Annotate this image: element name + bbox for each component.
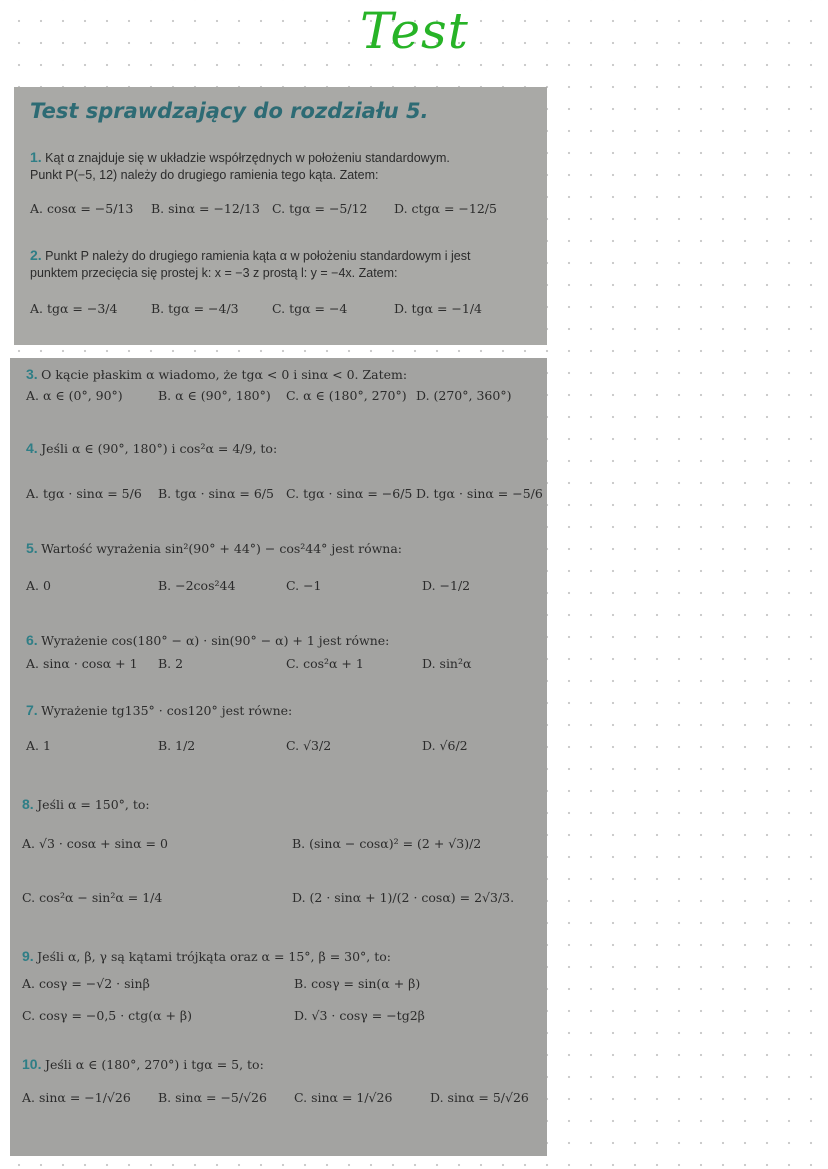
option-a: A. cosα = −5/13 <box>30 201 134 216</box>
textbook-photo-top <box>14 87 547 345</box>
option-c: C. α ∈ (180°, 270°) <box>286 388 407 403</box>
option-b: B. (sinα − cosα)² = (2 + √3)/2 <box>292 836 482 851</box>
question-text: Wyrażenie cos(180° − α) · sin(90° − α) + 1 jest równe: <box>41 633 390 648</box>
option-b: B. tgα · sinα = 6/5 <box>158 486 274 501</box>
question-text: Wyrażenie tg135° · cos120° jest równe: <box>41 703 293 718</box>
option-c: C. tgα = −5/12 <box>272 201 368 216</box>
option-c: C. √3/2 <box>286 738 332 753</box>
question-1 <box>30 149 540 184</box>
textbook-photo-bottom <box>10 358 547 1156</box>
question-text: Kąt α znajduje się w układzie współrzędnych w położeniu standardowym. <box>45 151 450 165</box>
option-c: C. tgα = −4 <box>272 301 348 316</box>
question-number: 5. <box>26 540 38 556</box>
option-b: B. −2cos²44 <box>158 578 236 593</box>
option-b: B. 1/2 <box>158 738 196 753</box>
question-4 <box>26 440 536 458</box>
option-d: D. sinα = 5/√26 <box>430 1090 529 1105</box>
option-b: B. tgα = −4/3 <box>151 301 239 316</box>
option-c: C. tgα · sinα = −6/5 <box>286 486 413 501</box>
option-a: A. tgα = −3/4 <box>30 301 118 316</box>
question-text: punktem przecięcia się prostej k: x = −3 z prostą l: y = −4x. Zatem: <box>30 266 398 280</box>
question-10 <box>22 1056 537 1074</box>
option-c: C. −1 <box>286 578 322 593</box>
question-text: Jeśli α ∈ (90°, 180°) i cos²α = 4/9, to: <box>41 441 278 456</box>
question-number: 8. <box>22 796 34 812</box>
option-b: B. sinα = −12/13 <box>151 201 260 216</box>
option-b: B. sinα = −5/√26 <box>158 1090 267 1105</box>
option-a: A. cosγ = −√2 · sinβ <box>22 976 150 991</box>
option-b: B. 2 <box>158 656 184 671</box>
question-2 <box>30 247 540 282</box>
question-5 <box>26 540 536 558</box>
question-text: Jeśli α = 150°, to: <box>37 797 150 812</box>
question-8 <box>22 796 532 814</box>
option-d: D. (2 · sinα + 1)/(2 · cosα) = 2√3/3. <box>292 890 515 905</box>
option-a: A. 1 <box>26 738 51 753</box>
option-d: D. √3 · cosγ = −tg2β <box>294 1008 425 1023</box>
question-number: 3. <box>26 366 38 382</box>
option-a: A. sinα = −1/√26 <box>22 1090 131 1105</box>
option-d: D. tgα · sinα = −5/6 <box>416 486 543 501</box>
option-a: A. 0 <box>26 578 51 593</box>
question-3 <box>26 366 536 384</box>
question-9 <box>22 948 537 966</box>
handwritten-title: Test <box>360 2 469 60</box>
option-d: D. ctgα = −12/5 <box>394 201 497 216</box>
option-b: B. cosγ = sin(α + β) <box>294 976 421 991</box>
question-number: 4. <box>26 440 38 456</box>
option-c: C. sinα = 1/√26 <box>294 1090 393 1105</box>
option-d: D. √6/2 <box>422 738 468 753</box>
option-a: A. sinα · cosα + 1 <box>26 656 138 671</box>
question-text: Punkt P(−5, 12) należy do drugiego ramienia tego kąta. Zatem: <box>30 168 379 182</box>
question-number: 9. <box>22 948 34 964</box>
question-7 <box>26 702 536 720</box>
option-c: C. cos²α + 1 <box>286 656 364 671</box>
question-6 <box>26 632 536 650</box>
question-number: 1. <box>30 149 42 165</box>
question-text: Wartość wyrażenia sin²(90° + 44°) − cos²44° jest równa: <box>41 541 403 556</box>
option-a: A. tgα · sinα = 5/6 <box>26 486 142 501</box>
question-text: Jeśli α, β, γ są kątami trójkąta oraz α = 15°, β = 30°, to: <box>37 949 391 964</box>
question-number: 6. <box>26 632 38 648</box>
option-c: C. cos²α − sin²α = 1/4 <box>22 890 163 905</box>
option-d: D. (270°, 360°) <box>416 388 512 403</box>
option-c: C. cosγ = −0,5 · ctg(α + β) <box>22 1008 193 1023</box>
option-b: B. α ∈ (90°, 180°) <box>158 388 271 403</box>
question-text: O kącie płaskim α wiadomo, że tgα < 0 i sinα < 0. Zatem: <box>41 367 408 382</box>
question-number: 10. <box>22 1056 42 1072</box>
book-section-title: Test sprawdzający do rozdziału 5. <box>30 99 429 123</box>
question-number: 2. <box>30 247 42 263</box>
question-text: Punkt P należy do drugiego ramienia kąta α w położeniu standardowym i jest <box>45 249 471 263</box>
question-number: 7. <box>26 702 38 718</box>
option-a: A. √3 · cosα + sinα = 0 <box>22 836 168 851</box>
question-text: Jeśli α ∈ (180°, 270°) i tgα = 5, to: <box>44 1057 264 1072</box>
option-d: D. −1/2 <box>422 578 471 593</box>
option-a: A. α ∈ (0°, 90°) <box>26 388 123 403</box>
option-d: D. tgα = −1/4 <box>394 301 483 316</box>
option-d: D. sin²α <box>422 656 472 671</box>
